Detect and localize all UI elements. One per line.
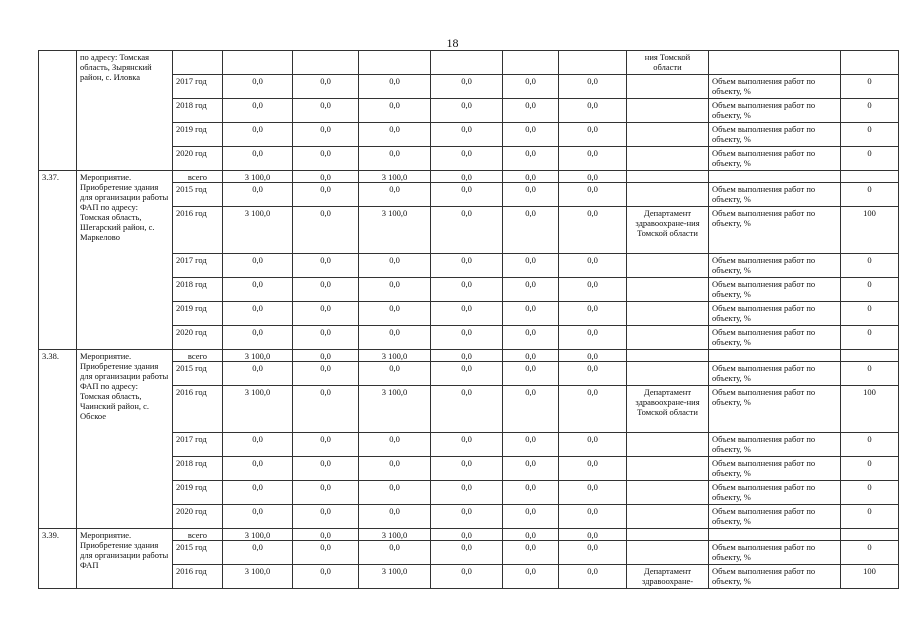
value-cell: 0,0	[223, 541, 293, 565]
indicator-value-cell: 0	[841, 183, 899, 207]
value-cell: 0,0	[359, 99, 431, 123]
value-cell: 0,0	[503, 254, 559, 278]
department-cell	[627, 278, 709, 302]
indicator-value-cell: 0	[841, 123, 899, 147]
value-cell: 0,0	[359, 457, 431, 481]
indicator-cell: Объем выполнения работ по объекту, %	[709, 457, 841, 481]
value-cell: 0,0	[559, 326, 627, 350]
department-cell	[627, 529, 709, 541]
year-cell: 2015 год	[173, 541, 223, 565]
indicator-cell: Объем выполнения работ по объекту, %	[709, 183, 841, 207]
value-cell: 0,0	[559, 541, 627, 565]
department-cell	[627, 326, 709, 350]
value-cell: 3 100,0	[223, 386, 293, 433]
event-cell: по адресу: Томская область, Зырянский район, с. Иловка	[77, 51, 173, 171]
department-cell: Департамент здравоохране-	[627, 565, 709, 589]
department-cell	[627, 302, 709, 326]
year-cell: 2016 год	[173, 565, 223, 589]
value-cell: 0,0	[559, 171, 627, 183]
value-cell: 0,0	[293, 278, 359, 302]
department-cell: Департамент здравоохране-ния Томской области	[627, 386, 709, 433]
indicator-cell	[709, 350, 841, 362]
value-cell: 0,0	[503, 99, 559, 123]
empty-cell	[709, 51, 841, 75]
value-cell: 0,0	[359, 362, 431, 386]
value-cell: 0,0	[559, 350, 627, 362]
empty-cell	[223, 51, 293, 75]
value-cell: 0,0	[503, 207, 559, 254]
value-cell: 0,0	[559, 99, 627, 123]
year-cell: 2018 год	[173, 278, 223, 302]
value-cell: 0,0	[223, 481, 293, 505]
value-cell: 0,0	[431, 99, 503, 123]
event-cell: Мероприятие. Приобретение здания для организации работы ФАП	[77, 529, 173, 589]
year-cell: 2017 год	[173, 75, 223, 99]
value-cell: 0,0	[431, 278, 503, 302]
value-cell: 0,0	[431, 541, 503, 565]
value-cell: 0,0	[359, 433, 431, 457]
value-cell: 0,0	[431, 433, 503, 457]
indicator-cell: Объем выполнения работ по объекту, %	[709, 207, 841, 254]
value-cell: 0,0	[503, 505, 559, 529]
value-cell: 0,0	[359, 302, 431, 326]
indicator-cell: Объем выполнения работ по объекту, %	[709, 433, 841, 457]
value-cell: 0,0	[223, 75, 293, 99]
value-cell: 0,0	[503, 481, 559, 505]
value-cell: 3 100,0	[223, 565, 293, 589]
value-cell: 0,0	[359, 147, 431, 171]
indicator-value-cell	[841, 171, 899, 183]
value-cell: 0,0	[293, 147, 359, 171]
value-cell: 0,0	[293, 457, 359, 481]
value-cell: 0,0	[293, 326, 359, 350]
indicator-cell: Объем выполнения работ по объекту, %	[709, 386, 841, 433]
value-cell: 3 100,0	[359, 350, 431, 362]
year-cell: 2019 год	[173, 481, 223, 505]
value-cell: 0,0	[503, 278, 559, 302]
value-cell: 0,0	[559, 505, 627, 529]
value-cell: 0,0	[503, 565, 559, 589]
value-cell: 0,0	[503, 529, 559, 541]
year-cell: 2017 год	[173, 254, 223, 278]
empty-cell	[293, 51, 359, 75]
value-cell: 0,0	[503, 302, 559, 326]
indicator-value-cell: 0	[841, 254, 899, 278]
value-cell: 0,0	[223, 505, 293, 529]
program-table	[38, 50, 899, 589]
value-cell: 0,0	[431, 362, 503, 386]
value-cell: 0,0	[503, 183, 559, 207]
year-cell: 2015 год	[173, 183, 223, 207]
value-cell: 0,0	[431, 183, 503, 207]
value-cell: 0,0	[293, 386, 359, 433]
value-cell: 0,0	[293, 302, 359, 326]
value-cell: 0,0	[293, 123, 359, 147]
value-cell: 0,0	[293, 565, 359, 589]
row-number-cell: 3.39.	[39, 529, 77, 589]
value-cell: 0,0	[293, 529, 359, 541]
department-cell	[627, 171, 709, 183]
department-cell	[627, 75, 709, 99]
value-cell: 0,0	[431, 207, 503, 254]
indicator-cell: Объем выполнения работ по объекту, %	[709, 362, 841, 386]
year-cell: всего	[173, 529, 223, 541]
value-cell: 0,0	[431, 386, 503, 433]
value-cell: 0,0	[559, 386, 627, 433]
indicator-value-cell	[841, 529, 899, 541]
value-cell: 0,0	[503, 75, 559, 99]
department-cell	[627, 123, 709, 147]
year-cell: 2019 год	[173, 123, 223, 147]
empty-cell	[841, 51, 899, 75]
empty-cell	[173, 51, 223, 75]
department-cell	[627, 505, 709, 529]
indicator-value-cell: 0	[841, 75, 899, 99]
value-cell: 0,0	[559, 481, 627, 505]
indicator-cell: Объем выполнения работ по объекту, %	[709, 99, 841, 123]
value-cell: 3 100,0	[223, 207, 293, 254]
value-cell: 3 100,0	[223, 350, 293, 362]
value-cell: 0,0	[431, 505, 503, 529]
value-cell: 0,0	[293, 183, 359, 207]
value-cell: 0,0	[559, 362, 627, 386]
value-cell: 0,0	[293, 362, 359, 386]
value-cell: 0,0	[503, 326, 559, 350]
value-cell: 0,0	[431, 123, 503, 147]
value-cell: 0,0	[503, 386, 559, 433]
department-cell	[627, 147, 709, 171]
value-cell: 0,0	[503, 350, 559, 362]
value-cell: 0,0	[359, 123, 431, 147]
value-cell: 0,0	[559, 529, 627, 541]
indicator-cell: Объем выполнения работ по объекту, %	[709, 565, 841, 589]
year-cell: всего	[173, 350, 223, 362]
value-cell: 0,0	[503, 433, 559, 457]
department-cell	[627, 457, 709, 481]
value-cell: 0,0	[293, 433, 359, 457]
year-cell: 2018 год	[173, 99, 223, 123]
value-cell: 3 100,0	[359, 171, 431, 183]
indicator-value-cell: 0	[841, 457, 899, 481]
year-cell: всего	[173, 171, 223, 183]
value-cell: 0,0	[293, 481, 359, 505]
department-cell	[627, 481, 709, 505]
value-cell: 0,0	[559, 75, 627, 99]
empty-cell	[431, 51, 503, 75]
indicator-cell: Объем выполнения работ по объекту, %	[709, 326, 841, 350]
value-cell: 0,0	[359, 254, 431, 278]
empty-cell	[559, 51, 627, 75]
row-number-cell	[39, 51, 77, 171]
indicator-value-cell: 100	[841, 386, 899, 433]
value-cell: 0,0	[223, 123, 293, 147]
indicator-value-cell: 0	[841, 147, 899, 171]
value-cell: 0,0	[431, 302, 503, 326]
value-cell: 0,0	[559, 147, 627, 171]
indicator-value-cell: 0	[841, 481, 899, 505]
value-cell: 0,0	[431, 350, 503, 362]
year-cell: 2020 год	[173, 326, 223, 350]
indicator-cell: Объем выполнения работ по объекту, %	[709, 505, 841, 529]
value-cell: 0,0	[223, 433, 293, 457]
row-number-cell: 3.37.	[39, 171, 77, 350]
value-cell: 3 100,0	[359, 386, 431, 433]
indicator-cell: Объем выполнения работ по объекту, %	[709, 123, 841, 147]
department-cell	[627, 183, 709, 207]
value-cell: 0,0	[503, 457, 559, 481]
department-cell	[627, 350, 709, 362]
indicator-cell: Объем выполнения работ по объекту, %	[709, 481, 841, 505]
value-cell: 0,0	[503, 171, 559, 183]
indicator-value-cell: 0	[841, 433, 899, 457]
indicator-value-cell: 100	[841, 207, 899, 254]
indicator-value-cell: 0	[841, 505, 899, 529]
value-cell: 3 100,0	[223, 171, 293, 183]
year-cell: 2020 год	[173, 505, 223, 529]
event-cell: Мероприятие. Приобретение здания для организации работы ФАП по адресу: Томская область, Шегарский район, с. Маркелово	[77, 171, 173, 350]
value-cell: 0,0	[559, 183, 627, 207]
value-cell: 0,0	[431, 171, 503, 183]
value-cell: 0,0	[431, 481, 503, 505]
value-cell: 0,0	[223, 326, 293, 350]
value-cell: 0,0	[359, 505, 431, 529]
value-cell: 3 100,0	[359, 565, 431, 589]
value-cell: 0,0	[223, 183, 293, 207]
indicator-cell: Объем выполнения работ по объекту, %	[709, 278, 841, 302]
value-cell: 0,0	[559, 457, 627, 481]
value-cell: 0,0	[223, 278, 293, 302]
year-cell: 2019 год	[173, 302, 223, 326]
value-cell: 0,0	[559, 302, 627, 326]
indicator-cell: Объем выполнения работ по объекту, %	[709, 254, 841, 278]
indicator-value-cell: 100	[841, 565, 899, 589]
indicator-value-cell: 0	[841, 99, 899, 123]
department-cell	[627, 362, 709, 386]
value-cell: 0,0	[293, 254, 359, 278]
department-cell	[627, 433, 709, 457]
year-cell: 2017 год	[173, 433, 223, 457]
indicator-value-cell: 0	[841, 362, 899, 386]
indicator-cell	[709, 529, 841, 541]
value-cell: 0,0	[431, 529, 503, 541]
page-number: 18	[446, 36, 459, 50]
value-cell: 0,0	[559, 123, 627, 147]
empty-cell	[503, 51, 559, 75]
value-cell: 0,0	[559, 278, 627, 302]
value-cell: 0,0	[223, 457, 293, 481]
department-cell: ния Томской области	[627, 51, 709, 75]
value-cell: 0,0	[503, 123, 559, 147]
value-cell: 0,0	[559, 565, 627, 589]
value-cell: 0,0	[359, 75, 431, 99]
value-cell: 0,0	[293, 171, 359, 183]
value-cell: 0,0	[293, 505, 359, 529]
value-cell: 0,0	[359, 326, 431, 350]
value-cell: 0,0	[293, 75, 359, 99]
year-cell: 2018 год	[173, 457, 223, 481]
year-cell: 2016 год	[173, 207, 223, 254]
indicator-cell: Объем выполнения работ по объекту, %	[709, 147, 841, 171]
value-cell: 0,0	[359, 183, 431, 207]
value-cell: 0,0	[223, 147, 293, 171]
value-cell: 0,0	[431, 326, 503, 350]
value-cell: 0,0	[223, 254, 293, 278]
value-cell: 0,0	[431, 75, 503, 99]
value-cell: 0,0	[431, 147, 503, 171]
value-cell: 0,0	[293, 207, 359, 254]
value-cell: 0,0	[431, 254, 503, 278]
department-cell	[627, 541, 709, 565]
year-cell: 2020 год	[173, 147, 223, 171]
indicator-cell: Объем выполнения работ по объекту, %	[709, 302, 841, 326]
value-cell: 0,0	[503, 362, 559, 386]
row-number-cell: 3.38.	[39, 350, 77, 529]
indicator-cell: Объем выполнения работ по объекту, %	[709, 541, 841, 565]
value-cell: 0,0	[559, 433, 627, 457]
value-cell: 3 100,0	[359, 207, 431, 254]
year-cell: 2016 год	[173, 386, 223, 433]
value-cell: 0,0	[431, 457, 503, 481]
department-cell: Департамент здравоохране-ния Томской области	[627, 207, 709, 254]
value-cell: 0,0	[223, 362, 293, 386]
value-cell: 3 100,0	[359, 529, 431, 541]
value-cell: 0,0	[359, 481, 431, 505]
value-cell: 0,0	[359, 541, 431, 565]
empty-cell	[359, 51, 431, 75]
indicator-value-cell: 0	[841, 278, 899, 302]
value-cell: 0,0	[223, 302, 293, 326]
indicator-value-cell	[841, 350, 899, 362]
indicator-cell: Объем выполнения работ по объекту, %	[709, 75, 841, 99]
event-cell: Мероприятие. Приобретение здания для организации работы ФАП по адресу: Томская область, Чаинский район, с. Обское	[77, 350, 173, 529]
value-cell: 0,0	[559, 207, 627, 254]
indicator-value-cell: 0	[841, 541, 899, 565]
department-cell	[627, 254, 709, 278]
value-cell: 0,0	[503, 541, 559, 565]
value-cell: 0,0	[559, 254, 627, 278]
indicator-value-cell: 0	[841, 302, 899, 326]
value-cell: 0,0	[503, 147, 559, 171]
value-cell: 3 100,0	[223, 529, 293, 541]
value-cell: 0,0	[359, 278, 431, 302]
department-cell	[627, 99, 709, 123]
value-cell: 0,0	[293, 541, 359, 565]
year-cell: 2015 год	[173, 362, 223, 386]
value-cell: 0,0	[293, 350, 359, 362]
indicator-value-cell: 0	[841, 326, 899, 350]
indicator-cell	[709, 171, 841, 183]
value-cell: 0,0	[223, 99, 293, 123]
value-cell: 0,0	[431, 565, 503, 589]
table-body	[39, 51, 899, 589]
value-cell: 0,0	[293, 99, 359, 123]
